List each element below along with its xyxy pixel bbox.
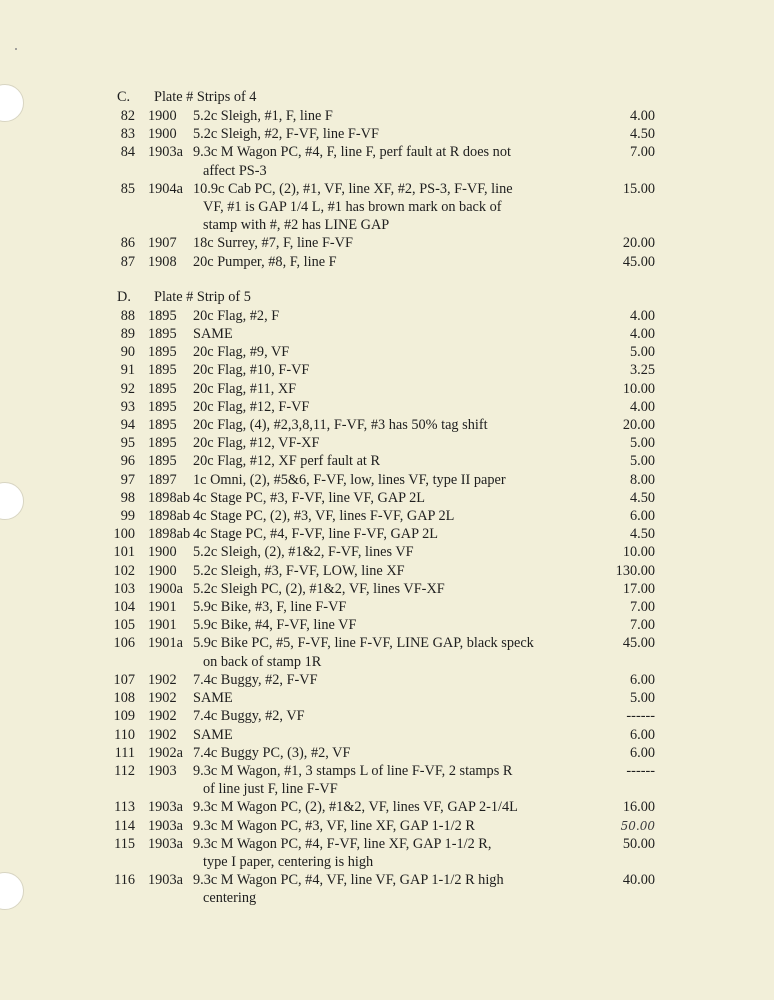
lot-description-text: 20c Flag, #10, F-VF	[193, 362, 310, 379]
lot-price: 50.00	[622, 835, 655, 852]
lot-year: 1898ab	[148, 489, 191, 506]
lot-description-text: 9.3c M Wagon PC, #4, VF, line VF, GAP 1-1/2 R high	[193, 872, 504, 889]
lot-description-text: 1c Omni, (2), #5&6, F-VF, low, lines VF, type II paper	[193, 471, 506, 488]
lot-description	[193, 180, 593, 235]
lot-description-continuation: stamp with #, #2 has LINE GAP	[203, 217, 390, 234]
lot-description	[193, 525, 593, 543]
lot-number: 93	[120, 398, 135, 415]
lot-year: 1901	[148, 599, 177, 616]
lot-year: 1895	[148, 453, 177, 470]
lot-number: 108	[113, 690, 135, 707]
lot-year: 1903a	[148, 817, 183, 834]
lot-description	[193, 471, 593, 489]
lot-price-handwritten: 50.00	[620, 818, 655, 833]
lot-description	[193, 634, 593, 670]
lot-number: 114	[114, 817, 135, 834]
lot-description-text: 5.2c Sleigh PC, (2), #1&2, VF, lines VF-XF	[193, 580, 445, 597]
lot-year: 1900	[148, 108, 177, 124]
lot-description	[193, 361, 593, 379]
lot-number: 84	[120, 144, 135, 161]
lot-description-text: 5.9c Bike PC, #5, F-VF, line F-VF, LINE GAP, black speck	[193, 635, 534, 652]
lot-description-text: 10.9c Cab PC, (2), #1, VF, line XF, #2, PS-3, F-VF, line	[193, 180, 513, 197]
lot-year: 1902	[148, 726, 177, 743]
lot-number: 85	[120, 180, 135, 197]
lot-price: 4.50	[629, 526, 655, 543]
lot-description	[193, 107, 593, 125]
lot-year: 1895	[148, 307, 177, 324]
lot-number: 107	[113, 671, 135, 688]
lot-description-text: 9.3c M Wagon, #1, 3 stamps L of line F-VF, 2 stamps R	[193, 762, 513, 779]
lot-price: 15.00	[622, 180, 655, 197]
lot-description-text: 20c Flag, #2, F	[193, 307, 280, 324]
lot-description	[193, 762, 593, 798]
lot-number: 101	[113, 544, 135, 561]
lot-row	[0, 253, 774, 271]
lot-description-text: 9.3c M Wagon PC, #4, F, line F, perf fault at R does not	[193, 144, 511, 161]
lot-year: 1903	[148, 762, 177, 779]
lot-year: 1895	[148, 435, 177, 452]
lot-price: 6.00	[629, 726, 655, 743]
lot-description	[193, 580, 593, 598]
lot-description	[193, 434, 593, 452]
lot-row	[0, 380, 774, 398]
lot-price: 40.00	[622, 872, 655, 889]
lot-price: 20.00	[622, 235, 655, 252]
lot-description-text: SAME	[193, 326, 233, 343]
lot-number: 92	[120, 380, 135, 397]
lot-description-text: 5.2c Sleigh, (2), #1&2, F-VF, lines VF	[193, 544, 414, 561]
lot-year: 1907	[148, 235, 177, 252]
lot-price: 45.00	[622, 635, 655, 652]
lot-description-text: 20c Flag, #12, VF-XF	[193, 435, 320, 452]
lot-year: 1897	[148, 471, 177, 488]
lot-number: 103	[113, 580, 135, 597]
lot-description	[193, 726, 593, 744]
lot-number: 116	[114, 872, 135, 889]
lot-row	[0, 471, 774, 489]
lot-price: 130.00	[615, 562, 655, 579]
lot-description-text: 4c Stage PC, (2), #3, VF, lines F-VF, GAP 2L	[193, 508, 455, 525]
lot-year: 1902a	[148, 744, 183, 761]
lot-year: 1901a	[148, 635, 183, 652]
lot-row	[0, 525, 774, 543]
lot-description-text: 20c Flag, #9, VF	[193, 344, 290, 361]
lot-price: 5.00	[629, 344, 655, 361]
catalog-page	[0, 88, 774, 908]
lot-number: 97	[120, 471, 135, 488]
lot-price: 10.00	[622, 544, 655, 561]
lot-row	[0, 398, 774, 416]
section-title: Plate # Strips of 4	[154, 89, 257, 105]
lot-row	[0, 452, 774, 470]
lot-year: 1895	[148, 326, 177, 343]
lot-row	[0, 726, 774, 744]
lot-description-continuation: affect PS-3	[203, 162, 267, 179]
lot-price: 7.00	[629, 599, 655, 616]
lot-year: 1902	[148, 708, 177, 725]
lot-price: 6.00	[629, 744, 655, 761]
lot-price: 4.50	[629, 489, 655, 506]
lot-number: 112	[114, 762, 135, 779]
lot-description-text: SAME	[193, 726, 233, 743]
lot-year: 1900	[148, 544, 177, 561]
lot-year: 1904a	[148, 180, 183, 197]
lot-description	[193, 380, 593, 398]
lot-number: 90	[120, 344, 135, 361]
lot-year: 1895	[148, 344, 177, 361]
lot-description	[193, 253, 593, 271]
lot-row	[0, 343, 774, 361]
lot-description-text: 20c Flag, (4), #2,3,8,11, F-VF, #3 has 50% tag shift	[193, 417, 488, 434]
lot-description	[193, 817, 593, 835]
lot-row	[0, 361, 774, 379]
lot-year: 1900a	[148, 580, 183, 597]
lot-number: 88	[120, 307, 135, 324]
lot-description-text: 18c Surrey, #7, F, line F-VF	[193, 235, 353, 252]
lot-row	[0, 416, 774, 434]
lot-description-text: 9.3c M Wagon PC, #3, VF, line XF, GAP 1-1/2 R	[193, 817, 475, 834]
lot-description-continuation: of line just F, line F-VF	[203, 781, 338, 798]
section-gap	[0, 271, 774, 288]
lot-row	[0, 798, 774, 816]
lot-number: 82	[120, 108, 135, 124]
lot-row	[0, 507, 774, 525]
lot-description	[193, 543, 593, 561]
lot-row	[0, 307, 774, 325]
lot-row	[0, 234, 774, 252]
lot-number: 89	[120, 326, 135, 343]
lot-year: 1895	[148, 417, 177, 434]
lot-price: 4.00	[629, 307, 655, 324]
lot-description-text: 5.2c Sleigh, #1, F, line F	[193, 108, 333, 124]
lot-number: 86	[120, 235, 135, 252]
lot-number: 94	[120, 417, 135, 434]
lot-description	[193, 616, 593, 634]
lot-year: 1902	[148, 690, 177, 707]
lot-row	[0, 707, 774, 725]
lot-description-text: SAME	[193, 690, 233, 707]
lot-description	[193, 452, 593, 470]
lot-number: 113	[114, 799, 135, 816]
lot-description-text: 7.4c Buggy PC, (3), #2, VF	[193, 744, 351, 761]
lot-description-continuation: on back of stamp 1R	[203, 653, 322, 670]
lot-description	[193, 598, 593, 616]
lot-year: 1900	[148, 126, 177, 143]
lot-description	[193, 871, 593, 907]
lot-description	[193, 325, 593, 343]
lot-year: 1895	[148, 380, 177, 397]
section-heading	[0, 288, 774, 307]
lot-year: 1901	[148, 617, 177, 634]
lot-row	[0, 871, 774, 907]
lot-year: 1902	[148, 671, 177, 688]
lot-description	[193, 707, 593, 725]
lot-year: 1898ab	[148, 526, 191, 543]
lot-number: 83	[120, 126, 135, 143]
lot-row	[0, 180, 774, 235]
lot-year: 1903a	[148, 872, 183, 889]
lot-price: 45.00	[622, 253, 655, 270]
lot-price: 5.00	[629, 453, 655, 470]
lot-row	[0, 543, 774, 561]
lot-description-continuation: VF, #1 is GAP 1/4 L, #1 has brown mark on back of	[203, 199, 502, 216]
lot-number: 96	[120, 453, 135, 470]
lot-price: 4.00	[629, 398, 655, 415]
lot-row	[0, 634, 774, 670]
lot-row	[0, 598, 774, 616]
lot-row	[0, 689, 774, 707]
lot-description-text: 4c Stage PC, #4, F-VF, line F-VF, GAP 2L	[193, 526, 439, 543]
lot-description-text: 20c Flag, #11, XF	[193, 380, 297, 397]
lot-row	[0, 580, 774, 598]
lot-price: 7.00	[629, 144, 655, 161]
lot-year: 1908	[148, 253, 177, 270]
lot-row	[0, 107, 774, 125]
lot-description	[193, 307, 593, 325]
lot-number: 95	[120, 435, 135, 452]
lot-price: 16.00	[622, 799, 655, 816]
lot-description	[193, 125, 593, 143]
lot-price: 7.00	[629, 617, 655, 634]
section-letter: D.	[117, 288, 131, 305]
lot-number: 98	[120, 489, 135, 506]
lot-description-text: 4c Stage PC, #3, F-VF, line VF, GAP 2L	[193, 489, 426, 506]
lot-year: 1895	[148, 362, 177, 379]
lot-price: 17.00	[622, 580, 655, 597]
lot-description	[193, 744, 593, 762]
section-letter: C.	[117, 89, 131, 105]
lot-row	[0, 835, 774, 871]
lot-number: 110	[114, 726, 135, 743]
lot-number: 99	[120, 508, 135, 525]
lot-price: 3.25	[629, 362, 655, 379]
lot-year: 1900	[148, 562, 177, 579]
lot-year: 1898ab	[148, 508, 191, 525]
lot-row	[0, 671, 774, 689]
lot-description	[193, 835, 593, 871]
lot-description	[193, 416, 593, 434]
lot-price: 20.00	[622, 417, 655, 434]
lot-row	[0, 762, 774, 798]
lot-description-continuation: type I paper, centering is high	[203, 853, 374, 870]
lot-price: ------	[626, 762, 655, 779]
lot-description	[193, 671, 593, 689]
lot-description-text: 20c Flag, #12, XF perf fault at R	[193, 453, 381, 470]
lot-number: 104	[113, 599, 135, 616]
paper-speck	[15, 48, 17, 50]
lot-description	[193, 398, 593, 416]
lot-description	[193, 143, 593, 179]
lot-row	[0, 616, 774, 634]
lot-description-text: 7.4c Buggy, #2, F-VF	[193, 671, 318, 688]
lot-year: 1903a	[148, 835, 183, 852]
lot-price: 6.00	[629, 671, 655, 688]
section-heading	[0, 88, 774, 107]
lot-row	[0, 744, 774, 762]
lot-number: 87	[120, 253, 135, 270]
lot-description	[193, 234, 593, 252]
lot-row	[0, 817, 774, 835]
lot-description	[193, 798, 593, 816]
lot-price: 5.00	[629, 435, 655, 452]
lot-number: 100	[113, 526, 135, 543]
lot-price: 8.00	[629, 471, 655, 488]
lot-row	[0, 562, 774, 580]
lot-row	[0, 143, 774, 179]
lot-number: 106	[113, 635, 135, 652]
lot-price: 10.00	[622, 380, 655, 397]
lot-number: 111	[114, 744, 135, 761]
lot-description-text: 9.3c M Wagon PC, #4, F-VF, line XF, GAP 1-1/2 R,	[193, 835, 492, 852]
lot-number: 109	[113, 708, 135, 725]
lot-description-text: 20c Flag, #12, F-VF	[193, 398, 310, 415]
lot-year: 1903a	[148, 144, 183, 161]
lot-description-text: 5.2c Sleigh, #3, F-VF, LOW, line XF	[193, 562, 405, 579]
lot-number: 105	[113, 617, 135, 634]
section-title: Plate # Strip of 5	[154, 288, 251, 305]
lot-price: 4.00	[629, 108, 655, 124]
lot-price: 5.00	[629, 690, 655, 707]
lot-description-text: 7.4c Buggy, #2, VF	[193, 708, 305, 725]
lot-description-text: 9.3c M Wagon PC, (2), #1&2, VF, lines VF, GAP 2-1/4L	[193, 799, 518, 816]
lot-description-continuation: centering	[203, 890, 257, 907]
lot-price: 4.50	[629, 126, 655, 143]
lot-number: 102	[113, 562, 135, 579]
lot-row	[0, 489, 774, 507]
lot-description	[193, 562, 593, 580]
lot-description	[193, 507, 593, 525]
lot-price: ------	[626, 708, 655, 725]
lot-description-text: 20c Pumper, #8, F, line F	[193, 253, 337, 270]
lot-row	[0, 325, 774, 343]
lot-year: 1903a	[148, 799, 183, 816]
lot-description	[193, 343, 593, 361]
lot-row	[0, 434, 774, 452]
lot-number: 115	[114, 835, 135, 852]
lot-price: 6.00	[629, 508, 655, 525]
lot-price: 4.00	[629, 326, 655, 343]
lot-description-text: 5.9c Bike, #3, F, line F-VF	[193, 599, 347, 616]
lot-description-text: 5.9c Bike, #4, F-VF, line VF	[193, 617, 357, 634]
lot-year: 1895	[148, 398, 177, 415]
lot-description	[193, 489, 593, 507]
lot-row	[0, 125, 774, 143]
lot-number: 91	[120, 362, 135, 379]
lot-description	[193, 689, 593, 707]
lot-description-text: 5.2c Sleigh, #2, F-VF, line F-VF	[193, 126, 379, 143]
